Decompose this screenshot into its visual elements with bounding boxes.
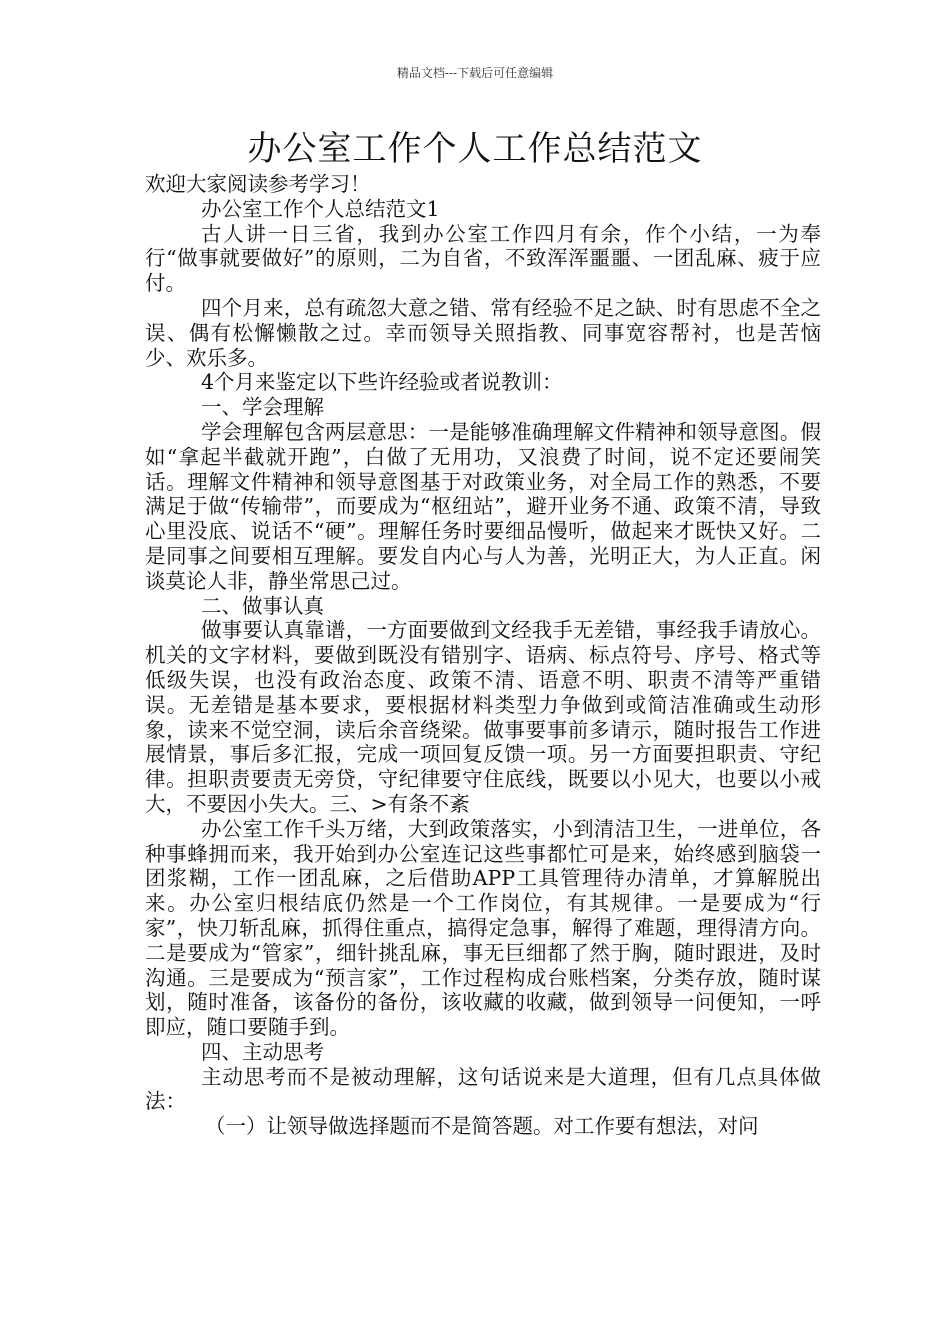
- paragraph: 办公室工作千头万绪，大到政策落实，小到清洁卫生，一进单位，各种事蜂拥而来，我开始到办公室连记这些事都忙可是来，始终感到脑袋一团浆糊，工作一团乱麻，之后借助APP工具管理待办清单，才算解脱出来。办公室归根结底仍然是一个工作岗位，有其规律。一是要成为“行家”，快刀斩乱麻，抓得住重点，搞得定急事，解得了难题，理得清方向。二是要成为“管家”，细针挑乱麻，事无巨细都了然于胸，随时跟进，及时沟通。三是要成为“预言家”，工作过程构成台账档案，分类存放，随时谋划，随时准备，该备份的备份，该收藏的收藏，做到领导一问便知，一呼即应，随口要随手到。: [145, 816, 821, 1040]
- paragraph: （一）让领导做选择题而不是简答题。对工作要有想法，对问: [205, 1114, 759, 1139]
- section-heading: 一、学会理解: [201, 395, 324, 420]
- paragraph: 古人讲一日三省，我到办公室工作四月有余，作个小结，一为奉行“做事就要做好”的原则，二为自省，不致浑浑噩噩、一团乱麻、疲于应付。: [145, 221, 821, 296]
- paragraph-subtitle: 办公室工作个人总结范文1: [201, 196, 440, 221]
- paragraph-greeting: 欢迎大家阅读参考学习！: [145, 172, 371, 196]
- paragraph: 学会理解包含两层意思：一是能够准确理解文件精神和领导意图。假如“拿起半截就开跑”，白做了无用功，又浪费了时间，说不定还要闹笑话。理解文件精神和领导意图基于对政策业务，对全局工作的熟悉，不要满足于做“传输带”，而要成为“枢纽站”，避开业务不通、政策不清，导致心里没底、说话不“硬”。理解任务时要细品慢听，做起来才既快又好。二是同事之间要相互理解。要发自内心与人为善，光明正大，为人正直。闲谈莫论人非，静坐常思己过。: [145, 419, 821, 593]
- paragraph: 主动思考而不是被动理解，这句话说来是大道理，但有几点具体做法：: [145, 1064, 821, 1114]
- document-title: 办公室工作个人工作总结范文: [247, 129, 703, 169]
- document-body: [145, 172, 821, 1139]
- section-heading: 四、主动思考: [201, 1039, 324, 1064]
- header-note: 精品文档---下载后可任意编辑: [396, 66, 554, 80]
- paragraph: 4个月来鉴定以下些许经验或者说教训：: [201, 370, 563, 395]
- paragraph: 四个月来，总有疏忽大意之错、常有经验不足之缺、时有思虑不全之误、偶有松懈懒散之过。幸而领导关照指教、同事宽容帮衬，也是苦恼少、欢乐多。: [145, 295, 821, 370]
- paragraph: 做事要认真靠谱，一方面要做到文经我手无差错，事经我手请放心。机关的文字材料，要做到既没有错别字、语病、标点符号、序号、格式等低级失误，也没有政治态度、政策不清、语意不明、职责不清等严重错误。无差错是基本要求，要根据材料类型力争做到或简洁准确或生动形象，读来不觉空洞，读后余音绕梁。做事要事前多请示，随时报告工作进展情景，事后多汇报，完成一项回复反馈一项。另一方面要担职责、守纪律。担职责要责无旁贷，守纪律要守住底线，既要以小见大，也要以小戒大，不要因小失大。三、>有条不紊: [145, 618, 821, 816]
- section-heading: 二、做事认真: [201, 593, 324, 618]
